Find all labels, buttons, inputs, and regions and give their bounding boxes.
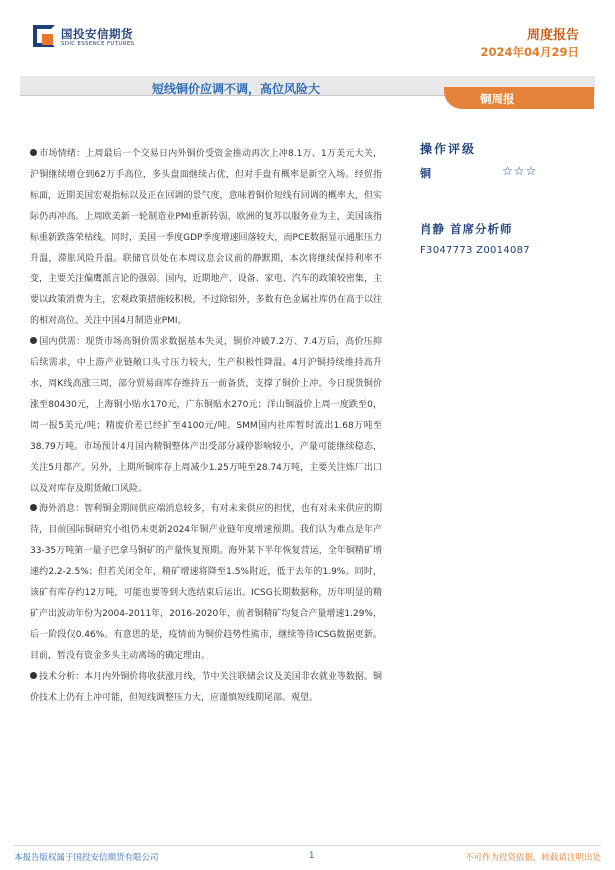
- logo-english-name: SDIC ESSENCE FUTURES: [61, 41, 135, 47]
- analyst-certificate: F3047773 Z0014087: [420, 245, 530, 256]
- report-title: 短线铜价应调不调，高位风险大: [152, 82, 321, 96]
- category-badge-label: 铜周报: [480, 92, 515, 106]
- footer-copyright: 本报告版权属于国投安信期货有限公司: [14, 853, 159, 863]
- paragraph-technical-analysis: 技术分析：本月内外铜价将收获涨月线，节中关注联储会议及美国非农就业等数据。铜价技术上仍有上冲可能，但短线调整压力大，应谨慎短线期尾部。观望。: [30, 671, 382, 703]
- report-date: 2024年04月29日: [480, 45, 579, 59]
- logo-chinese-name: 国投安信期货: [61, 27, 133, 41]
- bullet-icon: [30, 149, 37, 156]
- rating-stars-icon: ☆☆☆: [502, 164, 538, 178]
- footer-disclaimer: 不可作为投资依据，转载请注明出处: [464, 853, 601, 863]
- paragraph-domestic-supply-demand: 国内供需：现货市场高铜价需求数据基本失灵，铜价冲破7.2万、7.4万后，高价压抑后续需求，中上游产业链敞口头寸压力较大，生产积极性降温。4月沪铜持续维持高升水，周K线高涨三周，部分贸易商库存维持五一前备货，支撑了铜价上冲。今日现货铜价涨至80430元，上海铜小贴水170元，广东铜贴水270元；洋山铜溢价上周一度跌至0，周一报5美元/吨；精废价差已经扩至4100元/吨。SMM国内社库暂时流出1.68万吨至38.79万吨。市场预计4月国内精铜整体产出受部分减停影响较小，产量可能继续稳态，关注5月都产。另外，上期所铜库存上周减少1.25万吨至28.74万吨，主要关注炼厂出口以及对库存及期货敞口风险。: [30, 337, 382, 494]
- logo-mark-icon: [33, 25, 55, 47]
- category-badge: [444, 87, 594, 109]
- analyst-name: 肖静 首席分析师: [420, 222, 513, 236]
- bullet-icon: [30, 672, 37, 679]
- rating-row: [420, 165, 580, 181]
- sidebar: [420, 140, 580, 256]
- report-body: [30, 144, 382, 708]
- paragraph-overseas-news: 海外消息：智利铜金期间供应端消息较多，有对未来供应的担忧，也有对未来供应的期待，目前国际铜研究小组仍未更新2024年铜产业链年度增速预期。我们认为难点是年产33-35万吨第一量子巴拿马铜矿的产量恢复预期。海外某下半年恢复营运，全年铜精矿增速约2.2-2.5%；但若关闭全年，精矿增速将降至1.5%附近，低于去年的1.9%。同时，该矿有库存约12万吨，可能也要等到大选结束后运出。ICSG长期数据称，历年明显的精矿产出波动年份为2004-2011年，2016-2020年，前者铜精矿均复合产量增速1.29%，后一阶段仅0.46%。有意思的是，疫情前为铜价趋势性熊市，继续等待ICSG数据更新。目前，暂没有资金多头主动离场的确定理由。: [30, 504, 382, 661]
- bullet-icon: [30, 504, 37, 511]
- report-type: 周度报告: [526, 28, 579, 43]
- company-logo: [33, 25, 151, 53]
- paragraph-market-sentiment: 市场情绪：上周最后一个交易日内外铜价受资金推动再次上冲8.1万、1万美元大关，沪铜继续增仓到62万手高位，多头盘面继续占优，但对手盘有概率是新空入场。经贸指标面，近期美国宏观指标以及正在回调的景气度，意味着铜价短线有回调的概率大，但实际仍再冲高。上周欧美新一轮制造业PMI重新转弱，欧洲的复苏以服务业为主，美国该指标重新跌落荣枯线。同时，美国一季度GDP季度增速回落较大，而PCE数据显示通胀压力升温，滞胀风险升温。联储官员处在本周议息会议前的静默期，本次将继续保持利率不变，主要关注偏鹰派言论的强弱。国内，近期地产、设备、家电、汽车的政策较密集，主要以政策消费为主，宏观政策措施较积极，不过除铝外，多数有色金属社库仍在高于以往的相对高位。关注中国4月制造业PMI。: [30, 149, 382, 327]
- rating-title: 操作评级: [420, 142, 477, 156]
- rating-commodity: 铜: [420, 167, 431, 180]
- footer-divider: [14, 845, 601, 846]
- page-number: 1: [309, 851, 315, 861]
- report-header: [0, 0, 615, 70]
- bullet-icon: [30, 337, 37, 344]
